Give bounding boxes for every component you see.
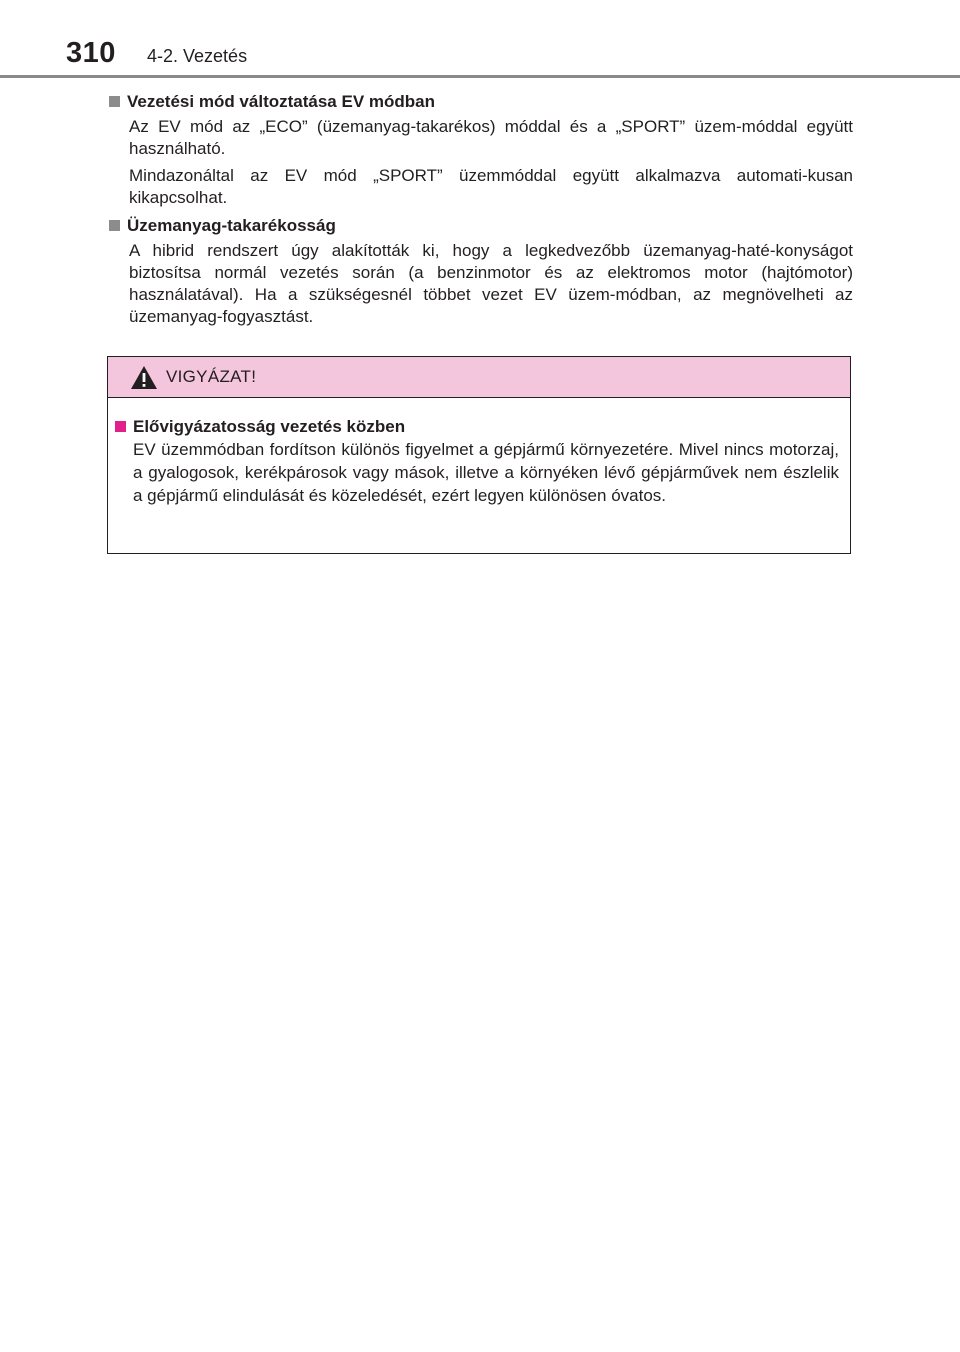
section-heading-ev-mode (108, 90, 853, 114)
caution-heading (114, 416, 840, 438)
caution-title: VIGYÁZAT! (166, 367, 257, 386)
section-heading-text: Vezetési mód változtatása EV módban (127, 92, 435, 111)
caution-box (107, 356, 851, 554)
page-header (0, 0, 960, 78)
square-bullet-icon (109, 96, 120, 107)
square-bullet-icon (115, 421, 126, 432)
paragraph: A hibrid rendszert úgy alakították ki, hogy a legkedvezőbb üzemanyag-haté-konyságot biztosítsa normál vezetés során (a benzinmotor és az elektromos motor (hajtómotor) használatával). Ha a szükségesnél többet vezet EV üzem-módban, az megnövelheti az üzemanyag-fogyasztást. (129, 241, 853, 326)
caution-header (108, 357, 850, 398)
caution-heading-text: Elővigyázatosság vezetés közben (133, 417, 406, 436)
square-bullet-icon (109, 220, 120, 231)
main-content (108, 90, 853, 333)
warning-triangle-icon (130, 365, 158, 390)
paragraph: Mindazonáltal az EV mód „SPORT” üzemmóddal együtt alkalmazva automati-kusan kikapcsolhat. (129, 166, 853, 207)
chapter-title: 4-2. Vezetés (147, 46, 248, 66)
section-heading-fuel-economy (108, 214, 853, 238)
caution-body (108, 398, 850, 507)
section-heading-text: Üzemanyag-takarékosság (127, 216, 336, 235)
paragraph: Az EV mód az „ECO” (üzemanyag-takarékos) móddal és a „SPORT” üzem-móddal együtt használható. (129, 117, 853, 158)
header-divider (0, 75, 960, 78)
page-number: 310 (66, 37, 116, 69)
caution-text: EV üzemmódban fordítson különös figyelmet a gépjármű környezetére. Mivel nincs motorzaj, a gyalogosok, kerékpárosok vagy mások, illetve a környéken lévő gépjárművek nem észlelik a gépjármű elindulását és közeledését, ezért legyen különösen óvatos. (133, 440, 839, 505)
